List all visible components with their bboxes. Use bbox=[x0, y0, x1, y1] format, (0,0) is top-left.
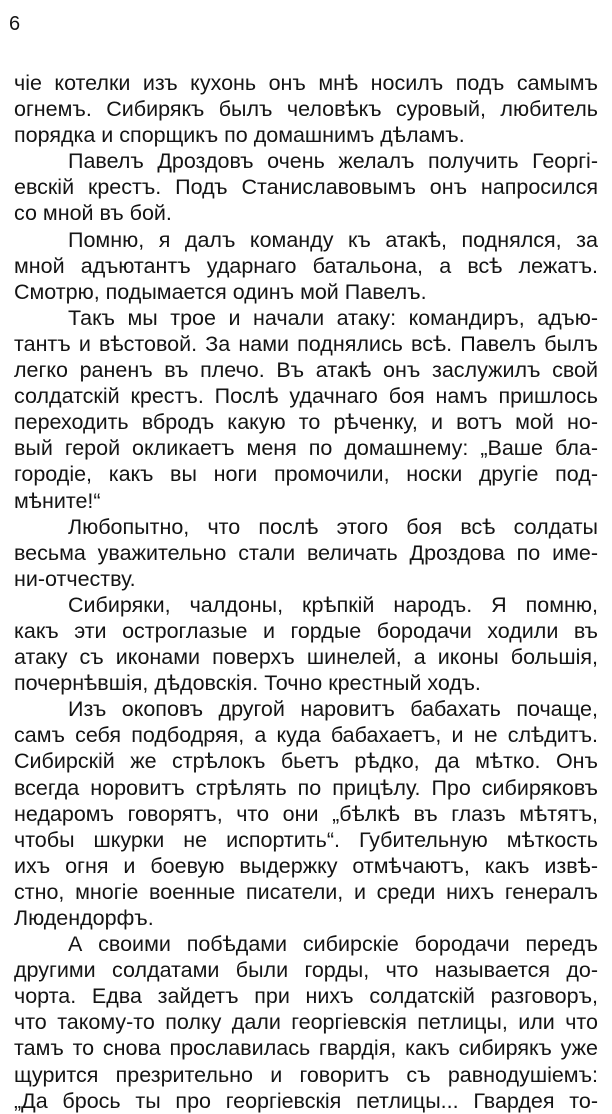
text-line: Помню, я далъ команду къ атакѣ, поднялся, за bbox=[68, 227, 598, 252]
text-line: „Да брось ты про георгіевскія петлицы... Гвардея то- bbox=[14, 1088, 598, 1113]
text-line: со мной въ бой. bbox=[14, 201, 172, 226]
text-line: щурится презрительно и говоритъ съ равнодушіемъ: bbox=[14, 1062, 598, 1087]
text-line: что такому-то полку дали георгіевскія петлицы, или что bbox=[14, 1010, 598, 1035]
text-line: другими солдатами были горды, что называется до- bbox=[14, 958, 598, 983]
text-line: переходить вбродъ какую то рѣченку, и вотъ мой но- bbox=[14, 410, 598, 435]
text-line: А своими побѣдами сибирскіе бородачи передъ bbox=[68, 932, 598, 957]
text-line: чтобы шкурки не испортить“. Губительную мѣткость bbox=[14, 827, 598, 852]
text-line: стно, многіе военные писатели, и среди нихъ генералъ bbox=[14, 879, 598, 904]
text-line: Такъ мы трое и начали атаку: командиръ, адъю- bbox=[68, 305, 598, 330]
text-line: мѣните!“ bbox=[14, 488, 101, 513]
text-line: мной адъютантъ ударнаго батальона, а всѣ лежатъ. bbox=[14, 253, 598, 278]
text-line: Смотрю, подымается одинъ мой Павелъ. bbox=[14, 279, 427, 304]
text-line: чорта. Едва зайдетъ при нихъ солдатскій разговоръ, bbox=[14, 984, 598, 1009]
text-line: тамъ то снова прославилась гвардія, какъ сибирякъ уже bbox=[14, 1036, 598, 1061]
text-line: легко раненъ въ плечо. Въ атакѣ онъ заслужилъ свой bbox=[14, 358, 598, 383]
text-line: Сибирскій же стрѣлокъ бьетъ рѣдко, да мѣтко. Онъ bbox=[14, 749, 598, 774]
text-line: Сибиряки, чалдоны, крѣпкій народъ. Я помню, bbox=[68, 592, 598, 617]
text-line: какъ эти остроглазые и гордые бородачи ходили въ bbox=[14, 618, 598, 643]
text-line: Изъ окоповъ другой наровитъ бабахать почаще, bbox=[68, 697, 598, 722]
text-line: Павелъ Дроздовъ очень желалъ получить Георгі- bbox=[68, 149, 598, 174]
text-line: городіе, какъ вы ноги промочили, носки другіе под- bbox=[14, 462, 598, 487]
text-line: самъ себя подбодряя, а куда бабахаетъ, и не слѣдитъ. bbox=[14, 723, 598, 748]
text-line: тантъ и вѣстовой. За нами поднялись всѣ. Павелъ былъ bbox=[14, 331, 598, 356]
text-line: почернѣвшія, дѣдовскія. Точно крестный ходъ. bbox=[14, 671, 481, 696]
body-text bbox=[14, 70, 598, 1114]
text-line: весьма уважительно стали величать Дроздова по име- bbox=[14, 540, 598, 565]
text-line: вый герой окликаетъ меня по домашнему: „Ваше бла- bbox=[14, 436, 598, 461]
text-line: порядка и спорщикъ по домашнимъ дѣламъ. bbox=[14, 123, 465, 148]
text-line: чіе котелки изъ кухонь онъ мнѣ носилъ подъ самымъ bbox=[14, 71, 598, 95]
text-line: огнемъ. Сибирякъ былъ человѣкъ суровый, любитель bbox=[14, 97, 598, 122]
text-line: Любопытно, что послѣ этого боя всѣ солдаты bbox=[68, 514, 598, 539]
text-line: недаромъ говорятъ, что они „бѣлкѣ въ глазъ мѣтятъ, bbox=[14, 801, 598, 826]
text-line: всегда норовитъ стрѣлять по прицѣлу. Про сибиряковъ bbox=[14, 775, 598, 800]
text-line: ни-отчеству. bbox=[14, 566, 136, 591]
text-line: солдатскій крестъ. Послѣ удачнаго боя намъ пришлось bbox=[14, 384, 598, 409]
text-line: Людендорфъ. bbox=[14, 906, 154, 930]
page-number: 6 bbox=[9, 13, 21, 35]
text-line: ихъ огня и боевую выдержку отмѣчаютъ, какъ извѣ- bbox=[14, 853, 598, 878]
text-line: атаку съ иконами поверхъ шинелей, а иконы большія, bbox=[14, 645, 598, 670]
text-line: евскій крестъ. Подъ Станиславовымъ онъ напросился bbox=[14, 175, 598, 200]
